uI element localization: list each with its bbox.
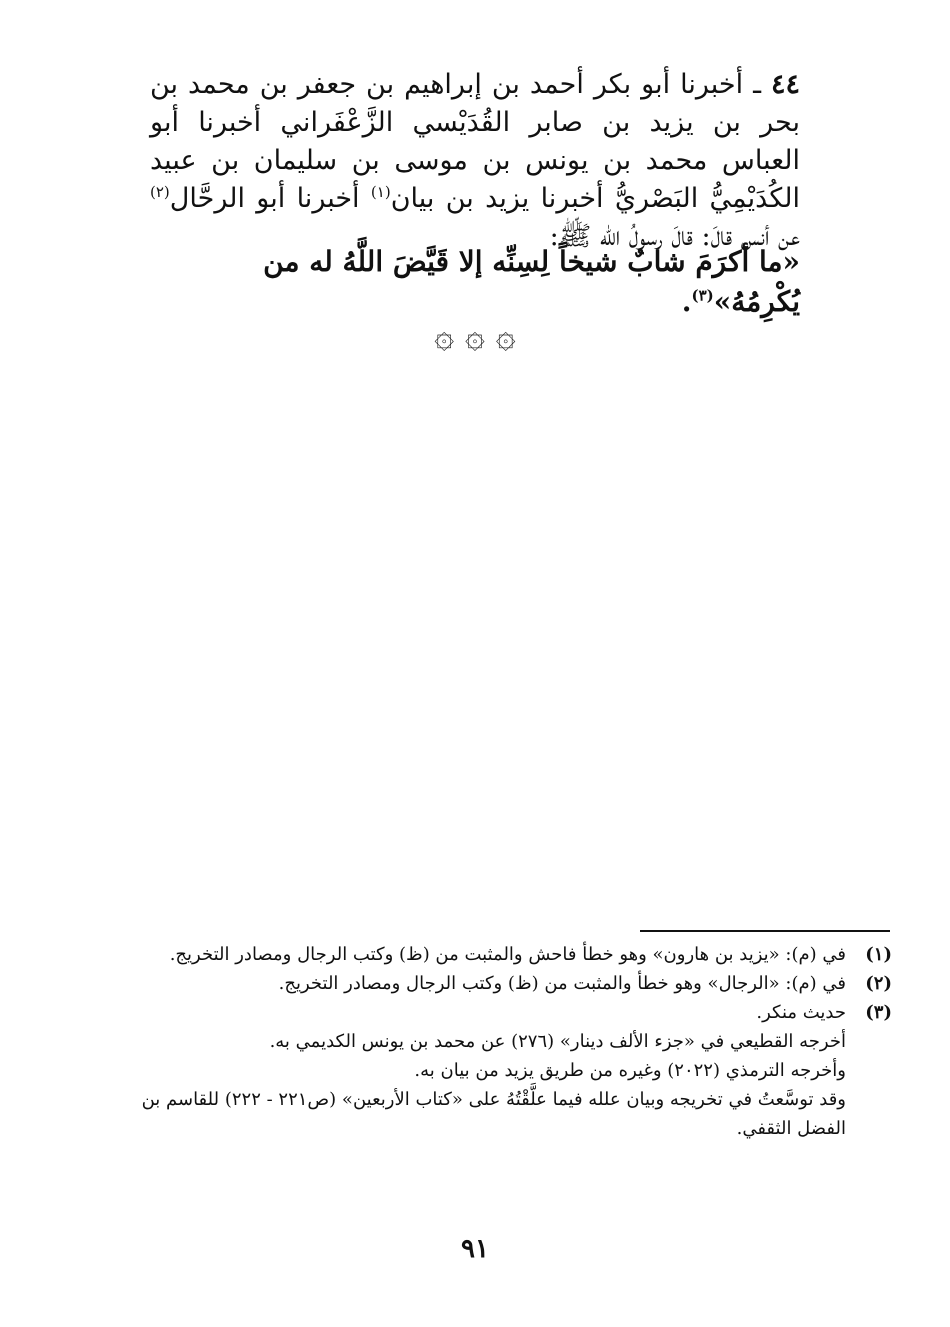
footnote-line: حديث منكر.	[756, 1002, 846, 1023]
isnad-part-1: أخبرنا أبو بكر أحمد بن إبراهيم بن جعفر بن محمد بن بحر بن يزيد بن صابر القُدَيْسي الزَّعْفَراني أخبرنا أبو العباس محمد بن يونس بن موسى بن سليمان بن عبيد الكُدَيْمِيُّ البَصْريُّ أخبرنا يزيد بن بيان	[150, 69, 800, 214]
hadith-matn	[150, 242, 800, 322]
footnote-1	[140, 940, 892, 969]
footnote-ref-3[interactable]: (٣)	[691, 286, 714, 305]
footnote-ref-1[interactable]: (١)	[370, 183, 391, 201]
footnote-2	[140, 969, 892, 998]
footnote-number: (٢)	[865, 973, 892, 994]
footnotes-section	[140, 940, 892, 1143]
isnad-part-3: عن أنس قالَ: قالَ رسولُ الله ﷺ:	[549, 221, 800, 252]
hadith-number: ٤٤	[770, 69, 800, 100]
footnote-number: (٣)	[865, 1002, 892, 1023]
footnote-line: وقد توسَّعتُ في تخريجه وبيان علله فيما علَّقْتُهُ على «كتاب الأربعين» (ص٢٢١ - ٢٢٢) للقاسم بن الفضل الثقفي.	[141, 1089, 846, 1139]
isnad-part-2: أخبرنا أبو الرحَّال	[169, 183, 371, 214]
footnote-line: في (م): «يزيد بن هارون» وهو خطأ فاحش والمثبت من (ظ) وكتب الرجال ومصادر التخريج.	[169, 944, 846, 965]
footnote-body	[140, 969, 846, 998]
footnote-line: وأخرجه الترمذي (٢٠٢٢) وغيره من طريق يزيد من بيان به.	[414, 1060, 846, 1081]
footnote-number: (١)	[865, 944, 892, 965]
page-number: ٩١	[461, 1234, 489, 1264]
footnote-body	[140, 998, 846, 1143]
hadith-separator: ـ	[743, 69, 771, 100]
footnote-body	[140, 940, 846, 969]
hadith-isnad	[150, 66, 800, 256]
footnote-ref-2[interactable]: (٢)	[150, 183, 170, 201]
quote-period: .	[681, 285, 692, 318]
footnote-line: أخرجه القطيعي في «جزء الألف دينار» (٢٧٦) عن محمد بن يونس الكديمي به.	[269, 1031, 846, 1052]
footnote-line: في (م): «الرجال» وهو خطأ والمثبت من (ظ) وكتب الرجال ومصادر التخريج.	[278, 973, 846, 994]
footnote-divider	[640, 930, 890, 932]
hadith-quote-text: «ما أكرَمَ شابٌ شيخاً لِسِنِّه إلا قَيَّضَ اللَّهُ له من يُكْرِمُهُ»	[263, 245, 800, 318]
footnote-3	[140, 998, 892, 1143]
section-ornament-icon: ۞ ۞ ۞	[434, 316, 516, 356]
